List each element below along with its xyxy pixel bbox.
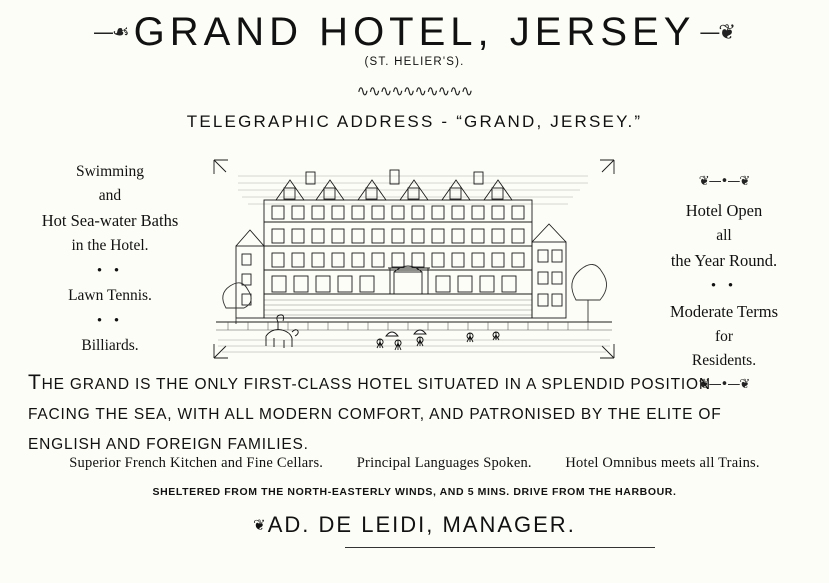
drop-cap: T: [28, 371, 42, 394]
bottom-rule: [345, 547, 655, 548]
page-title: GRAND HOTEL, JERSEY: [133, 10, 696, 54]
manager-swirl-icon: ❦: [253, 516, 268, 534]
body-paragraph: [28, 372, 803, 466]
service-item-3: Hotel Omnibus meets all Trains.: [565, 455, 760, 471]
left-feature-column: [25, 160, 195, 358]
manager-name: AD. DE LEIDI, MANAGER.: [267, 512, 576, 537]
right-ornament-top-icon: ❦—•—❦: [698, 174, 750, 189]
body-line-2: FACING THE SEA, WITH ALL MODERN COMFORT, AND PATRONISED BY THE ELITE OF: [28, 406, 722, 423]
left-line-4: in the Hotel.: [71, 236, 149, 254]
title-row: [0, 10, 829, 55]
left-dot-divider-1: • •: [96, 262, 124, 279]
service-item-2: Principal Languages Spoken.: [356, 455, 532, 471]
left-line-3: Hot Sea-water Baths: [41, 211, 179, 231]
body-line-1-text: HE GRAND IS THE ONLY FIRST-CLASS HOTEL SITUATED IN A SPLENDID POSITION: [41, 376, 711, 393]
manager-line: [0, 512, 829, 538]
right-line-4: Moderate Terms: [669, 302, 779, 322]
right-line-3: the Year Round.: [670, 250, 778, 270]
wave-divider: ∿∿∿∿∿∿∿∿∿∿: [356, 82, 473, 100]
grand-hotel-engraving: [208, 150, 620, 368]
left-line-2: and: [98, 187, 122, 205]
flourish-right-icon: —❦: [699, 20, 734, 44]
right-ornament-bottom-icon: ❦—•—❦: [698, 376, 750, 392]
left-item-lawn-tennis: Lawn Tennis.: [68, 286, 152, 304]
left-dot-divider-2: • •: [96, 312, 124, 329]
body-line-1: [28, 372, 803, 393]
right-line-5: for: [714, 327, 734, 345]
flourish-left-icon: ❧—: [95, 20, 130, 44]
left-item-billiards: Billiards.: [81, 336, 139, 354]
right-feature-column: [639, 170, 809, 401]
page-subtitle: (ST. HELIER'S).: [364, 56, 465, 68]
right-line-6: Residents.: [691, 351, 757, 369]
sheltered-note: SHELTERED FROM THE NORTH-EASTERLY WINDS, AND 5 MINS. DRIVE FROM THE HARBOUR.: [152, 486, 677, 498]
services-line: [0, 455, 829, 472]
telegraphic-address: TELEGRAPHIC ADDRESS - “GRAND, JERSEY.”: [186, 112, 643, 131]
right-dot-divider: • •: [710, 278, 738, 295]
right-line-1: Hotel Open: [685, 201, 763, 221]
service-item-1: Superior French Kitchen and Fine Cellars.: [69, 455, 324, 471]
body-line-3: ENGLISH AND FOREIGN FAMILIES.: [28, 435, 309, 453]
left-line-1: Swimming: [75, 163, 145, 180]
right-line-2: all: [716, 226, 732, 244]
